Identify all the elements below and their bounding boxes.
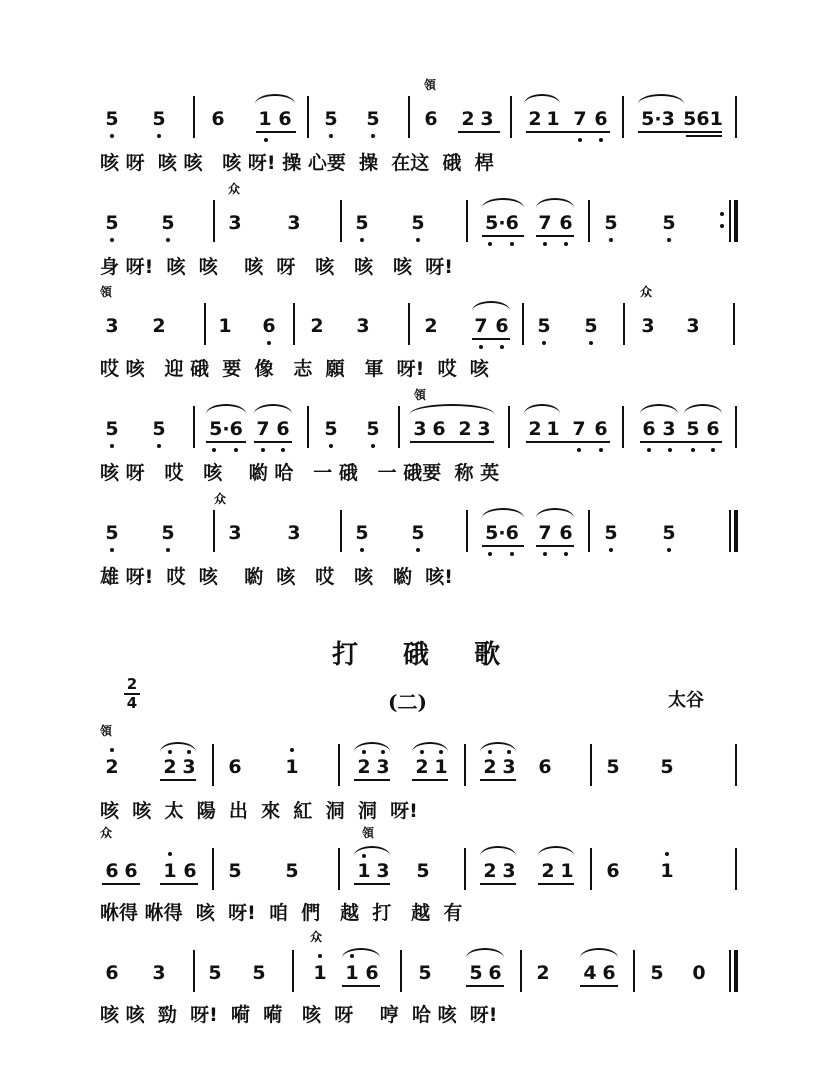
note: 5	[606, 756, 620, 778]
note: 5	[161, 212, 175, 234]
note: 1	[163, 860, 177, 882]
note: 5	[411, 212, 425, 234]
chorus-mark: 众	[228, 182, 241, 196]
slur	[536, 198, 574, 208]
note: 3	[356, 315, 370, 337]
time-signature-bottom: 4	[126, 694, 138, 712]
song-title: 打 硪 歌	[332, 640, 519, 670]
low-dot	[577, 448, 581, 452]
slur	[524, 404, 560, 414]
note: 5	[469, 962, 483, 984]
barline	[193, 406, 195, 448]
low-dot	[371, 444, 375, 448]
low-dot	[110, 238, 114, 242]
low-dot	[157, 444, 161, 448]
barline	[292, 950, 294, 992]
note: 7	[474, 315, 488, 337]
high-dot	[168, 852, 172, 856]
note: 6	[594, 108, 608, 130]
note: 1	[313, 962, 327, 984]
note: 3	[228, 522, 242, 544]
barline	[213, 200, 215, 242]
low-dot	[543, 552, 547, 556]
note: 5	[324, 108, 338, 130]
low-dot	[691, 448, 695, 452]
note: 6	[424, 108, 438, 130]
note: 7	[572, 418, 586, 440]
slur	[536, 508, 574, 518]
barline	[733, 303, 735, 345]
low-dot	[360, 238, 364, 242]
note: 5	[686, 418, 700, 440]
note: 3	[413, 418, 427, 440]
note: 5	[105, 522, 119, 544]
slur	[342, 948, 380, 958]
high-dot	[110, 748, 114, 752]
lead-mark: 領	[362, 826, 375, 840]
lyric-line: 咳 咳 勁 呀! 嗬 嗬 咳 呀 哼 哈 咳 呀!	[100, 1004, 498, 1026]
note: 3	[228, 212, 242, 234]
chorus-mark: 众	[640, 285, 653, 299]
note: 7	[538, 522, 552, 544]
song-origin: 太谷	[668, 690, 704, 711]
note: 5	[161, 522, 175, 544]
low-dot	[110, 548, 114, 552]
low-dot	[479, 345, 483, 349]
note: 1	[546, 108, 560, 130]
note: 5·6	[485, 522, 519, 544]
barline	[735, 744, 737, 786]
slur	[466, 948, 504, 958]
underline	[410, 441, 494, 443]
note: 7	[256, 418, 270, 440]
barline	[622, 96, 624, 138]
high-dot	[665, 852, 669, 856]
underline	[580, 985, 618, 987]
lyric-line: 咻得 咻得 咳 呀! 咱 們 越 打 越 有	[100, 902, 463, 924]
low-dot	[267, 341, 271, 345]
low-dot	[416, 548, 420, 552]
note: 5	[584, 315, 598, 337]
note: 5	[416, 860, 430, 882]
note: 3	[477, 418, 491, 440]
note: 2	[536, 962, 550, 984]
end-barline	[734, 510, 738, 552]
high-dot	[350, 954, 354, 958]
barline	[590, 848, 592, 890]
note: 3	[376, 756, 390, 778]
lyric-line: 咳 呀 哎 咳 喲 哈 一 硪 一 硪要 称 英	[100, 462, 500, 484]
note: 6	[228, 756, 242, 778]
note: 6	[432, 418, 446, 440]
slur	[410, 404, 494, 414]
note: 1	[285, 756, 299, 778]
barline	[204, 303, 206, 345]
slur	[482, 508, 524, 518]
barline	[729, 950, 731, 992]
underline	[482, 545, 524, 547]
underline	[480, 883, 516, 885]
note: 4	[583, 962, 597, 984]
note: 1	[546, 418, 560, 440]
note: 5	[285, 860, 299, 882]
note: 2	[528, 418, 542, 440]
note: 5	[324, 418, 338, 440]
barline	[510, 96, 512, 138]
barline	[508, 406, 510, 448]
low-dot	[543, 242, 547, 246]
note: 3	[287, 212, 301, 234]
note: 6	[365, 962, 379, 984]
low-dot	[110, 444, 114, 448]
note: 2	[483, 756, 497, 778]
slur	[538, 846, 574, 856]
note: 1	[258, 108, 272, 130]
high-dot	[507, 750, 511, 754]
low-dot	[564, 242, 568, 246]
note: 3	[376, 860, 390, 882]
note: 2	[528, 108, 542, 130]
low-dot	[542, 341, 546, 345]
low-dot	[166, 238, 170, 242]
low-dot	[647, 448, 651, 452]
high-dot	[290, 748, 294, 752]
note: 6	[538, 756, 552, 778]
barline	[735, 96, 737, 138]
note: 2	[163, 756, 177, 778]
low-dot	[416, 238, 420, 242]
note: 1	[357, 860, 371, 882]
chorus-mark: 众	[214, 492, 227, 506]
note: 2	[461, 108, 475, 130]
low-dot	[711, 448, 715, 452]
song-subtitle: (二)	[388, 690, 427, 714]
note: 2	[152, 315, 166, 337]
lyric-line: 哎 咳 迎 硪 要 像 志 願 軍 呀! 哎 咳	[100, 358, 489, 380]
low-dot	[488, 552, 492, 556]
low-dot	[212, 448, 216, 452]
note: 5	[208, 962, 222, 984]
note: 1	[560, 860, 574, 882]
low-dot	[510, 552, 514, 556]
underline	[160, 883, 198, 885]
barline	[193, 950, 195, 992]
barline	[340, 510, 342, 552]
low-dot	[599, 448, 603, 452]
low-dot	[329, 444, 333, 448]
barline	[293, 303, 295, 345]
note: 6	[278, 108, 292, 130]
note: 6	[495, 315, 509, 337]
note: 6	[606, 860, 620, 882]
slur	[206, 404, 246, 414]
barline	[400, 950, 402, 992]
note: 6	[262, 315, 276, 337]
barline	[212, 744, 214, 786]
low-dot	[264, 138, 268, 142]
low-dot	[668, 448, 672, 452]
underline	[536, 235, 574, 237]
note: 5	[662, 212, 676, 234]
underline	[538, 883, 574, 885]
low-dot	[667, 238, 671, 242]
underline	[526, 441, 610, 443]
barline	[466, 510, 468, 552]
low-dot	[667, 548, 671, 552]
underline	[458, 131, 500, 133]
slur	[254, 404, 292, 414]
note: 5·3	[641, 108, 675, 130]
note: 3	[502, 860, 516, 882]
note: 5	[411, 522, 425, 544]
underline	[640, 441, 722, 443]
underline	[412, 779, 448, 781]
lead-mark: 領	[100, 724, 113, 738]
high-dot	[362, 854, 366, 858]
low-dot	[281, 448, 285, 452]
note: 6	[559, 522, 573, 544]
barline	[588, 510, 590, 552]
note: 5	[604, 522, 618, 544]
note: 5	[366, 108, 380, 130]
lyric-line: 身 呀! 咳 咳 咳 呀 咳 咳 咳 呀!	[100, 256, 453, 278]
low-dot	[488, 242, 492, 246]
lead-mark: 領	[424, 78, 437, 92]
low-dot	[371, 134, 375, 138]
note: 561	[683, 108, 723, 130]
barline	[340, 200, 342, 242]
high-dot	[168, 750, 172, 754]
note: 5	[105, 212, 119, 234]
underline	[536, 545, 574, 547]
underline	[354, 779, 390, 781]
barline	[408, 96, 410, 138]
note: 2	[357, 756, 371, 778]
note: 6	[211, 108, 225, 130]
low-dot	[261, 448, 265, 452]
barline	[212, 848, 214, 890]
note: 2	[483, 860, 497, 882]
note: 5	[650, 962, 664, 984]
low-dot	[599, 138, 603, 142]
note: 2	[458, 418, 472, 440]
low-dot	[360, 548, 364, 552]
barline	[338, 744, 340, 786]
note: 6	[706, 418, 720, 440]
note: 0	[692, 962, 706, 984]
note: 3	[662, 418, 676, 440]
low-dot	[589, 341, 593, 345]
barline	[633, 950, 635, 992]
barline	[590, 744, 592, 786]
note: 3	[182, 756, 196, 778]
underline	[354, 883, 390, 885]
note: 3	[287, 522, 301, 544]
chorus-mark: 众	[100, 826, 113, 840]
slur	[640, 404, 678, 414]
note: 2	[541, 860, 555, 882]
note: 5	[152, 418, 166, 440]
underline	[482, 235, 524, 237]
note: 2	[105, 756, 119, 778]
lyric-line: 咳 呀 咳 咳 咳 呀! 操 心要 操 在这 硪 桿	[100, 152, 494, 174]
note: 2	[310, 315, 324, 337]
barline	[307, 96, 309, 138]
time-signature-top: 2	[126, 675, 138, 693]
low-dot	[609, 238, 613, 242]
note: 6	[642, 418, 656, 440]
underline	[102, 883, 140, 885]
barline	[338, 848, 340, 890]
note: 5	[105, 108, 119, 130]
underline	[526, 131, 610, 133]
barline	[193, 96, 195, 138]
slur	[472, 301, 510, 311]
note: 6	[594, 418, 608, 440]
slur	[480, 846, 516, 856]
note: 3	[152, 962, 166, 984]
note: 5	[105, 418, 119, 440]
note: 1	[218, 315, 232, 337]
low-dot	[578, 138, 582, 142]
barline	[520, 950, 522, 992]
low-dot	[500, 345, 504, 349]
barline	[522, 303, 524, 345]
high-dot	[381, 750, 385, 754]
barline	[729, 510, 731, 552]
low-dot	[564, 552, 568, 556]
barline	[735, 406, 737, 448]
lead-mark: 領	[100, 285, 113, 299]
note: 6	[559, 212, 573, 234]
note: 5	[604, 212, 618, 234]
note: 5	[252, 962, 266, 984]
note: 6	[124, 860, 138, 882]
end-barline	[734, 200, 738, 242]
barline	[623, 303, 625, 345]
underline	[206, 441, 246, 443]
slur	[638, 94, 684, 104]
barline	[729, 200, 731, 242]
barline	[464, 848, 466, 890]
note: 3	[502, 756, 516, 778]
barline	[408, 303, 410, 345]
note: 6	[488, 962, 502, 984]
lead-mark: 領	[414, 388, 427, 402]
note: 1	[660, 860, 674, 882]
barline	[398, 406, 400, 448]
chorus-mark: 众	[310, 930, 323, 944]
low-dot	[157, 134, 161, 138]
low-dot	[609, 548, 613, 552]
low-dot	[166, 548, 170, 552]
note: 5	[660, 756, 674, 778]
note: 5	[366, 418, 380, 440]
underline	[254, 441, 292, 443]
barline	[588, 200, 590, 242]
repeat-dot	[720, 224, 724, 228]
barline	[466, 200, 468, 242]
note: 5	[228, 860, 242, 882]
note: 7	[573, 108, 587, 130]
note: 1	[345, 962, 359, 984]
note: 5·6	[485, 212, 519, 234]
underline	[256, 131, 296, 133]
note: 3	[105, 315, 119, 337]
high-dot	[187, 750, 191, 754]
end-barline	[734, 950, 738, 992]
note: 5	[152, 108, 166, 130]
note: 6	[276, 418, 290, 440]
high-dot	[362, 750, 366, 754]
low-dot	[329, 134, 333, 138]
note: 3	[641, 315, 655, 337]
barline	[213, 510, 215, 552]
note: 6	[105, 962, 119, 984]
low-dot	[234, 448, 238, 452]
slur	[524, 94, 560, 104]
high-dot	[488, 750, 492, 754]
lyric-line: 咳 咳 太 陽 出 來 紅 洞 洞 呀!	[100, 800, 418, 822]
barline	[464, 744, 466, 786]
underline	[342, 985, 380, 987]
note: 3	[686, 315, 700, 337]
note: 2	[415, 756, 429, 778]
note: 6	[602, 962, 616, 984]
low-dot	[110, 134, 114, 138]
underline	[480, 779, 516, 781]
slur	[482, 198, 524, 208]
slur	[354, 846, 390, 856]
note: 5	[662, 522, 676, 544]
underline	[466, 985, 504, 987]
note: 5	[355, 522, 369, 544]
note: 7	[538, 212, 552, 234]
underline	[160, 779, 196, 781]
slur	[255, 94, 295, 104]
note: 6	[105, 860, 119, 882]
note: 1	[434, 756, 448, 778]
note: 6	[183, 860, 197, 882]
underline	[638, 131, 722, 133]
high-dot	[420, 750, 424, 754]
note: 5	[418, 962, 432, 984]
lyric-line: 雄 呀! 哎 咳 喲 咳 哎 咳 喲 咳!	[100, 566, 453, 588]
note: 5	[537, 315, 551, 337]
underline	[686, 135, 722, 137]
note: 3	[480, 108, 494, 130]
high-dot	[439, 750, 443, 754]
repeat-dot	[720, 212, 724, 216]
barline	[735, 848, 737, 890]
note: 2	[424, 315, 438, 337]
low-dot	[510, 242, 514, 246]
high-dot	[318, 954, 322, 958]
note: 5·6	[209, 418, 243, 440]
slur	[580, 948, 618, 958]
barline	[307, 406, 309, 448]
underline	[472, 338, 510, 340]
barline	[622, 406, 624, 448]
slur	[684, 404, 722, 414]
note: 5	[355, 212, 369, 234]
